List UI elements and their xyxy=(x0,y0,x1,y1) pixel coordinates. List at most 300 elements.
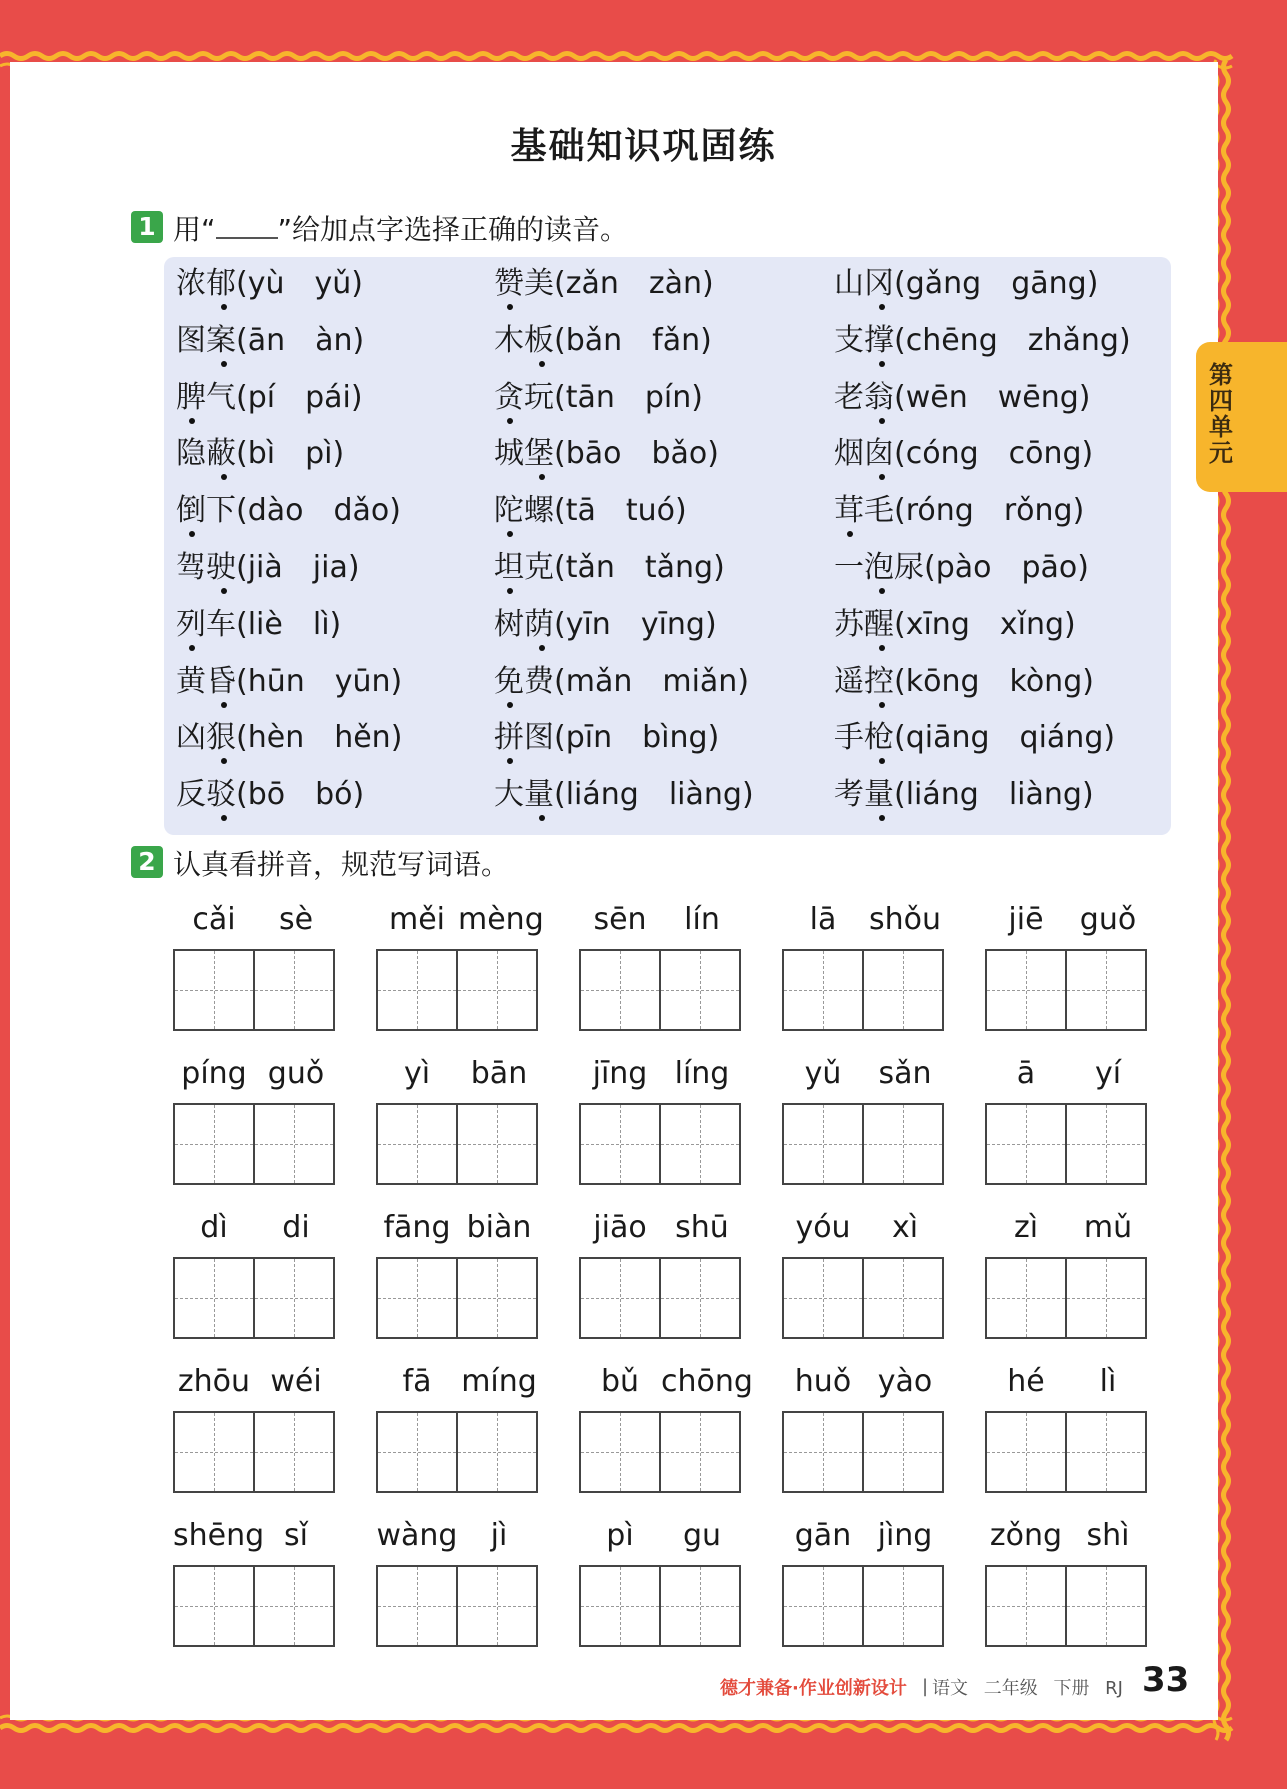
pinyin-label: jì xyxy=(490,1518,508,1553)
emphasis-dot xyxy=(189,418,195,424)
emphasis-dot xyxy=(879,418,885,424)
paren-close: ) xyxy=(1103,720,1116,756)
emphasis-dot xyxy=(507,702,513,708)
pinyin-option-b[interactable]: cōng xyxy=(1008,436,1082,472)
writing-cell[interactable] xyxy=(253,1103,335,1185)
emphasis-dot xyxy=(221,702,227,708)
emphasis-dot xyxy=(879,588,885,594)
choice-item[interactable] xyxy=(176,775,364,815)
pinyin-option-b[interactable]: liàng xyxy=(668,777,742,813)
choice-word: 茸毛 xyxy=(834,491,894,531)
pinyin-option-b[interactable]: gāng xyxy=(1011,266,1087,301)
choice-item[interactable] xyxy=(494,491,687,531)
choice-word: 苏醒 xyxy=(834,605,894,645)
pinyin-option-b[interactable]: pín xyxy=(644,379,692,415)
pinyin-option-a[interactable]: liáng xyxy=(905,777,979,813)
choice-word: 拼图 xyxy=(494,718,554,758)
footer-brand: 德才兼备·作业创新设计 xyxy=(720,1678,907,1699)
paren-open: ( xyxy=(554,606,566,642)
choice-word: 烟囱 xyxy=(834,434,894,474)
emphasis-dot xyxy=(879,702,885,708)
pinyin-label: hé xyxy=(1007,1364,1045,1399)
footer-separator: | xyxy=(922,1676,929,1697)
writing-cell[interactable] xyxy=(376,1257,458,1339)
writing-cell[interactable] xyxy=(985,949,1067,1031)
paren-open: ( xyxy=(554,663,566,699)
emphasis-dot xyxy=(189,645,195,651)
pinyin-option-b[interactable]: zàn xyxy=(648,266,703,301)
choice-item[interactable] xyxy=(494,321,712,361)
pinyin-option-a[interactable]: gǎng xyxy=(905,266,982,301)
pinyin-label: shì xyxy=(1086,1518,1130,1553)
writing-cell[interactable] xyxy=(579,1103,661,1185)
writing-cell[interactable] xyxy=(659,1103,741,1185)
pinyin-option-a[interactable]: chēng xyxy=(905,322,998,358)
question-2-badge: 2 xyxy=(131,846,163,878)
pinyin-label: sè xyxy=(278,902,314,937)
paren-open: ( xyxy=(924,550,936,585)
choice-item[interactable] xyxy=(494,605,717,645)
choice-item[interactable] xyxy=(176,662,402,702)
paren-close: ) xyxy=(1086,266,1099,301)
choice-word: 老翁 xyxy=(834,378,894,418)
writing-cell[interactable] xyxy=(173,1565,255,1647)
writing-cell[interactable] xyxy=(1065,1257,1147,1339)
paren-close: ) xyxy=(700,322,712,358)
writing-cell[interactable] xyxy=(862,949,944,1031)
pinyin-label: shū xyxy=(675,1210,729,1245)
writing-cell[interactable] xyxy=(659,1257,741,1339)
pinyin-option-a[interactable]: pīn xyxy=(565,720,613,756)
paren-close: ) xyxy=(1081,436,1094,472)
choice-word: 手枪 xyxy=(834,718,894,758)
emphasis-dot xyxy=(507,304,513,310)
writing-cell[interactable] xyxy=(1065,1411,1147,1493)
emphasis-dot xyxy=(221,304,227,310)
choice-item[interactable] xyxy=(834,775,1094,815)
paren-open: ( xyxy=(894,493,906,529)
pinyin-option-a[interactable]: yīn xyxy=(565,606,611,642)
pinyin-option-a[interactable]: pí xyxy=(247,379,276,415)
writing-cell[interactable] xyxy=(253,1411,335,1493)
pinyin-label: lì xyxy=(1099,1364,1117,1399)
answer-blank-sample xyxy=(216,215,278,239)
pinyin-label: zǒng xyxy=(989,1518,1063,1553)
paren-close: ) xyxy=(1064,606,1076,642)
paren-open: ( xyxy=(894,777,906,813)
choice-item[interactable] xyxy=(834,378,1091,418)
pinyin-option-b[interactable]: yīng xyxy=(640,606,705,642)
pinyin-label: gān xyxy=(794,1518,852,1553)
pinyin-option-a[interactable]: kōng xyxy=(905,663,980,699)
writing-cell[interactable] xyxy=(782,1103,864,1185)
choice-item[interactable] xyxy=(834,662,1094,702)
pinyin-label: pì xyxy=(606,1518,634,1553)
paren-open: ( xyxy=(554,777,566,813)
pinyin-label: shǒu xyxy=(868,902,941,937)
pinyin-option-b[interactable]: bǎo xyxy=(651,436,708,472)
pinyin-option-a[interactable]: tān xyxy=(565,379,615,415)
paren-open: ( xyxy=(894,606,906,642)
choice-word: 考量 xyxy=(834,775,894,815)
choice-item[interactable] xyxy=(494,775,754,815)
paren-close: ) xyxy=(352,777,365,813)
choice-word: 反驳 xyxy=(176,775,236,815)
pinyin-label: sǐ xyxy=(284,1518,308,1553)
writing-cell[interactable] xyxy=(862,1565,944,1647)
page-number: 33 xyxy=(1142,1660,1190,1700)
paren-open: ( xyxy=(236,322,248,358)
pinyin-option-b[interactable]: tǎng xyxy=(644,550,714,585)
choice-item[interactable] xyxy=(494,434,719,474)
pinyin-option-a[interactable]: liáng xyxy=(565,777,639,813)
writing-cell[interactable] xyxy=(985,1257,1067,1339)
paren-open: ( xyxy=(236,720,248,756)
writing-cell[interactable] xyxy=(1065,949,1147,1031)
pinyin-label: bǔ xyxy=(600,1364,640,1399)
writing-cell[interactable] xyxy=(456,1565,538,1647)
pinyin-label: cǎi xyxy=(192,902,236,937)
pinyin-label: xì xyxy=(891,1210,919,1245)
pinyin-label: sǎn xyxy=(878,1056,932,1091)
emphasis-dot xyxy=(507,588,513,594)
choice-word: 黄昏 xyxy=(176,662,236,702)
writing-cell[interactable] xyxy=(659,949,741,1031)
choice-word: 坦克 xyxy=(494,548,554,588)
pinyin-option-a[interactable]: zǎn xyxy=(565,266,619,301)
pinyin-option-b[interactable]: àn xyxy=(315,322,353,358)
writing-cell[interactable] xyxy=(862,1103,944,1185)
pinyin-label: gu xyxy=(682,1518,722,1553)
pinyin-option-a[interactable]: xīng xyxy=(905,606,970,642)
pinyin-option-b[interactable]: rǒng xyxy=(1003,493,1073,529)
paren-close: ) xyxy=(1082,663,1094,699)
pinyin-option-b[interactable]: bìng xyxy=(642,720,708,756)
choice-word: 倒下 xyxy=(176,491,236,531)
pinyin-label: jiāo xyxy=(593,1210,647,1245)
choice-item[interactable] xyxy=(494,378,703,418)
paren-open: ( xyxy=(554,550,566,585)
pinyin-option-b[interactable]: dǎo xyxy=(333,493,390,529)
writing-cell[interactable] xyxy=(456,1257,538,1339)
pinyin-option-b[interactable]: miǎn xyxy=(662,663,738,699)
choice-item[interactable] xyxy=(494,718,719,758)
pinyin-label: guǒ xyxy=(1079,902,1137,937)
pinyin-option-b[interactable]: jia xyxy=(312,550,348,585)
pinyin-option-b[interactable]: yūn xyxy=(334,663,391,699)
writing-cell[interactable] xyxy=(376,1411,458,1493)
paren-open: ( xyxy=(236,266,248,301)
pinyin-label: yóu xyxy=(795,1210,851,1245)
writing-cell[interactable] xyxy=(1065,1103,1147,1185)
paren-open: ( xyxy=(894,720,906,756)
paren-open: ( xyxy=(894,266,906,301)
choice-word: 隐蔽 xyxy=(176,434,236,474)
writing-cell[interactable] xyxy=(579,1565,661,1647)
choice-item[interactable] xyxy=(494,662,749,702)
choice-item[interactable] xyxy=(834,434,1093,474)
choice-word: 城堡 xyxy=(494,434,554,474)
choice-word: 树荫 xyxy=(494,605,554,645)
writing-cell[interactable] xyxy=(173,1257,255,1339)
pinyin-label: fā xyxy=(402,1364,432,1399)
writing-cell[interactable] xyxy=(579,1257,661,1339)
pinyin-label: zhōu xyxy=(177,1364,251,1399)
emphasis-dot xyxy=(507,418,513,424)
writing-cell[interactable] xyxy=(659,1411,741,1493)
paren-close: ) xyxy=(390,720,403,756)
paren-open: ( xyxy=(894,322,906,358)
writing-cell[interactable] xyxy=(173,1411,255,1493)
writing-cell[interactable] xyxy=(173,1103,255,1185)
pinyin-label: píng xyxy=(181,1056,247,1091)
pinyin-option-a[interactable]: tā xyxy=(565,493,596,529)
choice-word: 一泡尿 xyxy=(834,548,924,588)
paren-open: ( xyxy=(236,379,248,415)
writing-cell[interactable] xyxy=(456,1411,538,1493)
pinyin-label: chōng xyxy=(661,1364,753,1399)
paren-close: ) xyxy=(707,436,719,472)
choice-item[interactable] xyxy=(834,718,1115,758)
emphasis-dot xyxy=(539,645,545,651)
pinyin-label: mǔ xyxy=(1083,1210,1133,1245)
pinyin-label: lā xyxy=(809,902,837,937)
pinyin-label: jìng xyxy=(877,1518,933,1553)
choice-word: 免费 xyxy=(494,662,554,702)
emphasis-dot xyxy=(879,645,885,651)
pinyin-option-a[interactable]: tǎn xyxy=(565,550,615,585)
choice-word: 陀螺 xyxy=(494,491,554,531)
question-1-text xyxy=(173,208,628,248)
paren-close: ) xyxy=(351,266,363,301)
writing-cell[interactable] xyxy=(376,1103,458,1185)
writing-cell[interactable] xyxy=(782,1257,864,1339)
pinyin-label: yí xyxy=(1094,1056,1122,1091)
page-title: 基础知识巩固练 xyxy=(510,126,777,167)
paren-open: ( xyxy=(554,436,566,472)
pinyin-option-a[interactable]: liè xyxy=(247,606,283,642)
paren-open: ( xyxy=(236,550,248,585)
writing-cell[interactable] xyxy=(253,949,335,1031)
paren-close: ) xyxy=(332,436,345,472)
pinyin-option-a[interactable]: ān xyxy=(247,322,286,358)
pinyin-option-a[interactable]: hūn xyxy=(247,663,305,699)
pinyin-option-b[interactable]: yǔ xyxy=(314,266,352,301)
pinyin-label: líng xyxy=(674,1056,730,1091)
pinyin-label: wéi xyxy=(270,1364,322,1399)
choice-word: 遥控 xyxy=(834,662,894,702)
pinyin-label: míng xyxy=(461,1364,537,1399)
pinyin-option-b[interactable]: wēng xyxy=(997,379,1079,415)
pinyin-option-b[interactable]: pái xyxy=(305,379,351,415)
pinyin-option-b[interactable]: xǐng xyxy=(999,606,1065,642)
paren-close: ) xyxy=(347,550,360,585)
choice-word: 贪玩 xyxy=(494,378,554,418)
pinyin-option-b[interactable]: pāo xyxy=(1021,550,1078,585)
pinyin-option-a[interactable]: bì xyxy=(247,436,276,472)
pinyin-option-a[interactable]: dào xyxy=(247,493,304,529)
writing-cell[interactable] xyxy=(782,1411,864,1493)
emphasis-dot xyxy=(221,588,227,594)
question-1-text-start: 用“ xyxy=(173,213,216,246)
writing-cell[interactable] xyxy=(659,1565,741,1647)
paren-open: ( xyxy=(554,322,566,358)
pinyin-option-b[interactable]: pì xyxy=(305,436,333,472)
paren-open: ( xyxy=(894,436,906,472)
pinyin-option-b[interactable]: fǎn xyxy=(652,322,701,358)
choice-word: 凶狠 xyxy=(176,718,236,758)
pinyin-option-a[interactable]: bō xyxy=(247,777,286,813)
writing-cell[interactable] xyxy=(985,1565,1067,1647)
paren-close: ) xyxy=(713,550,725,585)
paren-open: ( xyxy=(554,379,566,415)
pinyin-option-b[interactable]: lì xyxy=(312,606,330,642)
pinyin-option-b[interactable]: qiáng xyxy=(1019,720,1104,756)
paren-close: ) xyxy=(1072,493,1085,529)
question-2-text: 认真看拼音，规范写词语。 xyxy=(173,848,510,881)
writing-cell[interactable] xyxy=(376,1565,458,1647)
pinyin-label: wàng xyxy=(376,1518,458,1553)
pinyin-option-a[interactable]: yù xyxy=(247,266,285,301)
pinyin-label: měi xyxy=(388,902,445,937)
paren-close: ) xyxy=(1118,322,1131,358)
pinyin-option-a[interactable]: pào xyxy=(935,550,992,585)
writing-cell[interactable] xyxy=(456,949,538,1031)
paren-close: ) xyxy=(704,606,717,642)
question-1-badge: 1 xyxy=(131,211,163,243)
pinyin-option-b[interactable]: tuó xyxy=(625,493,676,529)
pinyin-option-b[interactable]: kòng xyxy=(1009,663,1083,699)
choice-item[interactable] xyxy=(834,264,1098,304)
writing-cell[interactable] xyxy=(985,1103,1067,1185)
paren-close: ) xyxy=(389,493,401,529)
pinyin-option-a[interactable]: wēn xyxy=(905,379,968,415)
writing-cell[interactable] xyxy=(376,949,458,1031)
unit-side-tab-label: 第四单元 xyxy=(1209,361,1233,467)
paren-open: ( xyxy=(894,379,906,415)
writing-cell[interactable] xyxy=(253,1565,335,1647)
paren-open: ( xyxy=(554,266,566,301)
writing-cell[interactable] xyxy=(782,1565,864,1647)
pinyin-label: mèng xyxy=(458,902,544,937)
choice-item[interactable] xyxy=(176,378,363,418)
pinyin-label: jīng xyxy=(592,1056,648,1091)
pinyin-label: dì xyxy=(200,1210,228,1245)
paren-open: ( xyxy=(236,493,248,529)
choice-item[interactable] xyxy=(834,321,1131,361)
pinyin-label: shēng xyxy=(173,1518,265,1553)
paren-close: ) xyxy=(741,777,754,813)
choice-word: 驾驶 xyxy=(176,548,236,588)
pinyin-label: fāng xyxy=(383,1210,451,1245)
emphasis-dot xyxy=(221,361,227,367)
paren-open: ( xyxy=(236,436,248,472)
choice-item[interactable] xyxy=(176,491,401,531)
choice-item[interactable] xyxy=(176,605,341,645)
pinyin-option-b[interactable]: hěn xyxy=(334,720,391,756)
pinyin-label: zì xyxy=(1013,1210,1039,1245)
paren-close: ) xyxy=(702,266,714,301)
paren-close: ) xyxy=(675,493,687,529)
choice-word: 图案 xyxy=(176,321,236,361)
pinyin-label: biàn xyxy=(466,1210,532,1245)
choice-word: 列车 xyxy=(176,605,236,645)
writing-cell[interactable] xyxy=(579,949,661,1031)
choice-item[interactable] xyxy=(494,548,725,588)
pinyin-label: ā xyxy=(1016,1056,1036,1091)
question-1-text-end: ”给加点字选择正确的读音。 xyxy=(277,213,629,246)
pinyin-option-a[interactable]: róng xyxy=(905,493,974,529)
choice-item[interactable] xyxy=(176,548,360,588)
pinyin-label: di xyxy=(282,1210,310,1245)
paren-open: ( xyxy=(236,606,248,642)
pinyin-option-b[interactable]: liàng xyxy=(1008,777,1082,813)
pinyin-label: guǒ xyxy=(267,1056,325,1091)
paren-close: ) xyxy=(691,379,704,415)
pinyin-option-a[interactable]: bǎn xyxy=(565,322,623,358)
paren-open: ( xyxy=(554,493,566,529)
pinyin-option-a[interactable]: jià xyxy=(247,550,283,585)
pinyin-option-a[interactable]: bāo xyxy=(565,436,622,472)
footer-meta: 语文 二年级 下册 RJ xyxy=(932,1678,1123,1699)
paren-open: ( xyxy=(236,663,248,699)
paren-close: ) xyxy=(707,720,720,756)
pinyin-label: yì xyxy=(403,1056,431,1091)
writing-cell[interactable] xyxy=(1065,1565,1147,1647)
choice-item[interactable] xyxy=(176,264,363,304)
paren-close: ) xyxy=(737,663,750,699)
writing-cell[interactable] xyxy=(173,949,255,1031)
pinyin-label: jiē xyxy=(1008,902,1044,937)
writing-cell[interactable] xyxy=(985,1411,1067,1493)
pinyin-option-a[interactable]: cóng xyxy=(905,436,979,472)
emphasis-dot xyxy=(879,304,885,310)
choice-word: 赞美 xyxy=(494,264,554,304)
pinyin-label: yào xyxy=(877,1364,933,1399)
pinyin-option-a[interactable]: qiāng xyxy=(905,720,990,756)
pinyin-label: yǔ xyxy=(804,1056,842,1091)
pinyin-option-a[interactable]: mǎn xyxy=(565,663,633,699)
paren-close: ) xyxy=(390,663,403,699)
choice-item[interactable] xyxy=(176,321,364,361)
pinyin-option-b[interactable]: bó xyxy=(315,777,353,813)
pinyin-label: bān xyxy=(470,1056,528,1091)
pinyin-label: sēn xyxy=(593,902,647,937)
paren-close: ) xyxy=(352,322,365,358)
paren-close: ) xyxy=(329,606,342,642)
writing-cell[interactable] xyxy=(253,1257,335,1339)
pinyin-option-b[interactable]: zhǎng xyxy=(1027,322,1119,358)
writing-cell[interactable] xyxy=(862,1411,944,1493)
choice-word: 支撑 xyxy=(834,321,894,361)
choice-word: 浓郁 xyxy=(176,264,236,304)
choice-item[interactable] xyxy=(176,434,344,474)
pinyin-option-a[interactable]: hèn xyxy=(247,720,305,756)
paren-close: ) xyxy=(1077,550,1089,585)
writing-cell[interactable] xyxy=(782,949,864,1031)
paren-open: ( xyxy=(236,777,248,813)
choice-item[interactable] xyxy=(176,718,402,758)
choice-item[interactable] xyxy=(834,548,1089,588)
choice-item[interactable] xyxy=(834,491,1084,531)
choice-item[interactable] xyxy=(494,264,714,304)
writing-cell[interactable] xyxy=(862,1257,944,1339)
writing-cell[interactable] xyxy=(579,1411,661,1493)
paren-close: ) xyxy=(350,379,363,415)
writing-cell[interactable] xyxy=(456,1103,538,1185)
choice-item[interactable] xyxy=(834,605,1076,645)
paren-open: ( xyxy=(554,720,566,756)
